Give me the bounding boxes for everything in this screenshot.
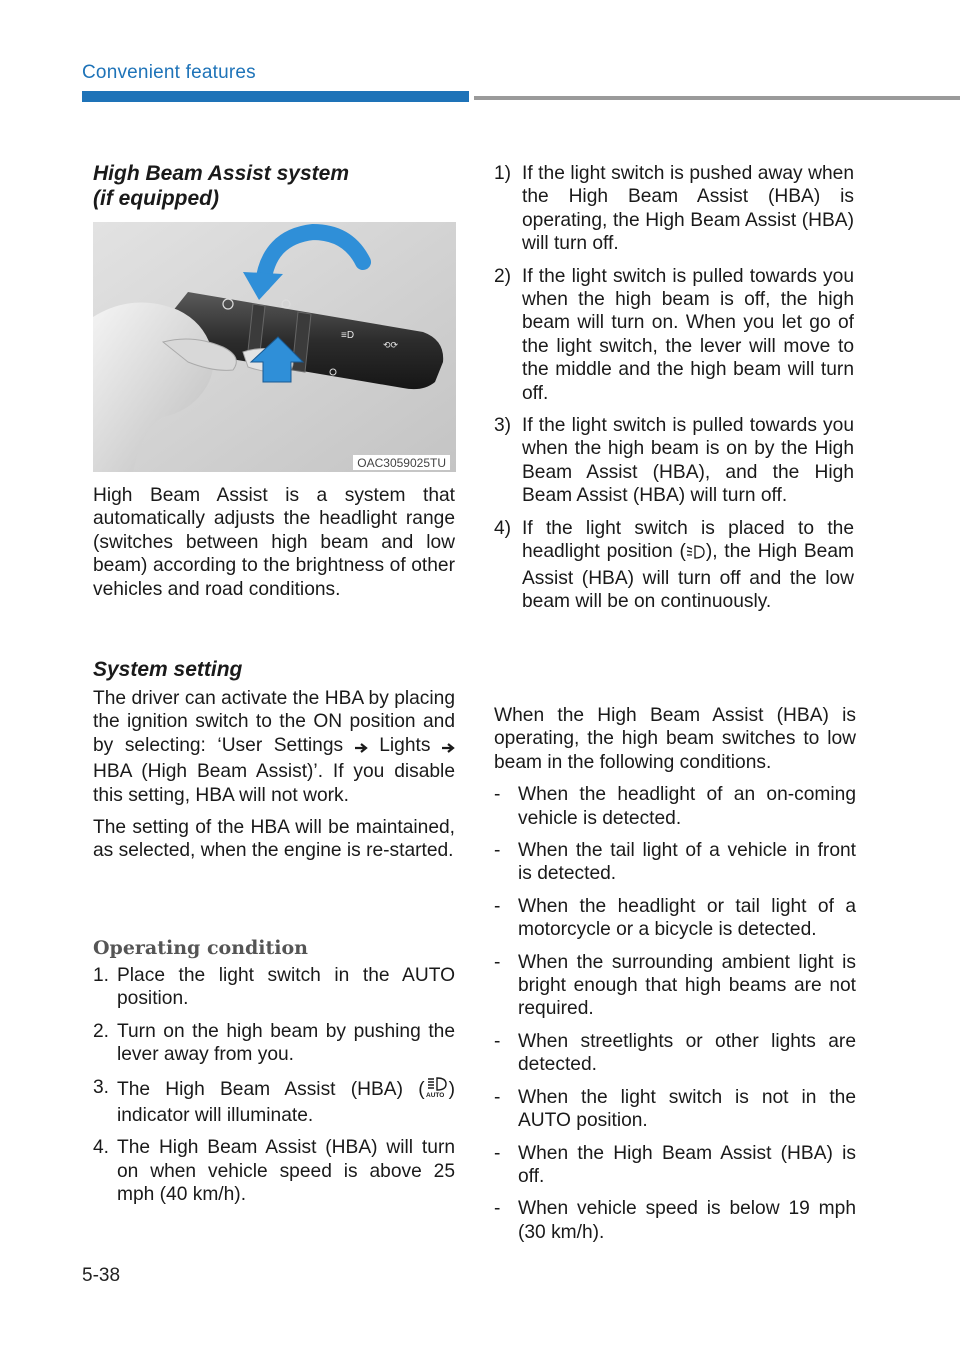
- list-item: - When the headlight or tail light of a motorcycle or a bicycle is detected.: [494, 895, 856, 941]
- svg-text:⟲⟳: ⟲⟳: [383, 340, 399, 350]
- intro-paragraph: High Beam Assist is a system that automatically adjusts the headlight range (switches between high beam and low beam) according to the brightness of other vehicles and road conditions.: [93, 485, 455, 600]
- list-item: 4. The High Beam Assist (HBA) will turn on when vehicle speed is above 25 mph (40 km/h).: [93, 1137, 455, 1206]
- intro-paragraph-block: [93, 484, 455, 601]
- arrow-right-icon: [442, 737, 455, 760]
- setting-p1-part3: HBA (High Beam Assist)’. If you disable this setting, HBA will not work.: [93, 761, 455, 806]
- list-item: 1. Place the light switch in the AUTO position.: [93, 965, 455, 1010]
- heading-line-1: High Beam Assist system: [93, 162, 349, 185]
- heading-line-2: (if equipped): [93, 187, 219, 210]
- list-item: 2) If the light switch is pulled towards you when the high beam is off, the high beam will turn on. When you let go of the light switch, the lever will move to the middle and the high beam will turn off.: [494, 265, 854, 404]
- list-item: 3) If the light switch is pulled towards you when the high beam is on by the High Beam Assist (HBA), and the High Beam Assist (HBA) will turn off.: [494, 415, 854, 507]
- arrow-right-icon: [355, 737, 368, 760]
- hba-control-list: [494, 162, 854, 613]
- page-number: 5-38: [82, 1265, 121, 1286]
- list-item: - When the High Beam Assist (HBA) is off.: [494, 1142, 856, 1187]
- system-setting-block: [93, 687, 455, 863]
- lever-drawing: [93, 222, 456, 472]
- headlight-icon: [686, 543, 706, 566]
- svg-text:≡D: ≡D: [341, 330, 355, 341]
- conditions-list: [494, 783, 856, 1244]
- operating-list: [93, 964, 455, 1207]
- list-item: 4) If the light switch is placed to the headlight position ( ), the High Beam Assist (HBA) will turn off and the low beam will be on continuously.: [494, 517, 854, 612]
- list-item: - When the surrounding ambient light is bright enough that high beams are not required.: [494, 951, 856, 1020]
- operating-condition-heading: Operating condition: [93, 937, 308, 959]
- list-item: 2. Turn on the high beam by pushing the lever away from you.: [93, 1020, 455, 1066]
- conditions-block: [494, 704, 856, 1244]
- system-setting-heading: System setting: [93, 658, 243, 681]
- setting-paragraph-1: [93, 687, 455, 807]
- header-rule-accent: [82, 91, 469, 102]
- auto-icon-label: AUTO: [425, 1091, 444, 1098]
- conditions-intro: When the High Beam Assist (HBA) is operating, the high beam switches to low beam in the following conditions.: [494, 705, 856, 773]
- lever-illustration: [93, 222, 456, 472]
- section-title: Convenient features: [82, 62, 256, 83]
- hba-auto-icon: [425, 1076, 449, 1104]
- list-item: - When the headlight of an on-coming vehicle is detected.: [494, 784, 856, 829]
- list-item: 3. The High Beam Assist (HBA) ( AUTO ) indicator will illuminate.: [93, 1076, 455, 1127]
- setting-p1-part2: Lights: [379, 734, 431, 756]
- list-item: 1) If the light switch is pushed away when the High Beam Assist (HBA) is operating, the High Beam Assist (HBA) will turn off.: [494, 163, 854, 255]
- setting-p1-part1: The driver can activate the HBA by placing the ignition switch to the ON position and by selecting: ‘User Settings: [93, 688, 455, 756]
- list-item: - When vehicle speed is below 19 mph (30 km/h).: [494, 1198, 856, 1243]
- figure-code: OAC3059025TU: [353, 455, 450, 470]
- setting-paragraph-2: The setting of the HBA will be maintained, as selected, when the engine is re-started.: [93, 817, 455, 862]
- list-item: - When the tail light of a vehicle in front is detected.: [494, 840, 856, 885]
- header-rule: [474, 96, 960, 100]
- list-item: - When streetlights or other lights are detected.: [494, 1030, 856, 1076]
- list-item: - When the light switch is not in the AUTO position.: [494, 1086, 856, 1132]
- section-heading: [93, 161, 349, 211]
